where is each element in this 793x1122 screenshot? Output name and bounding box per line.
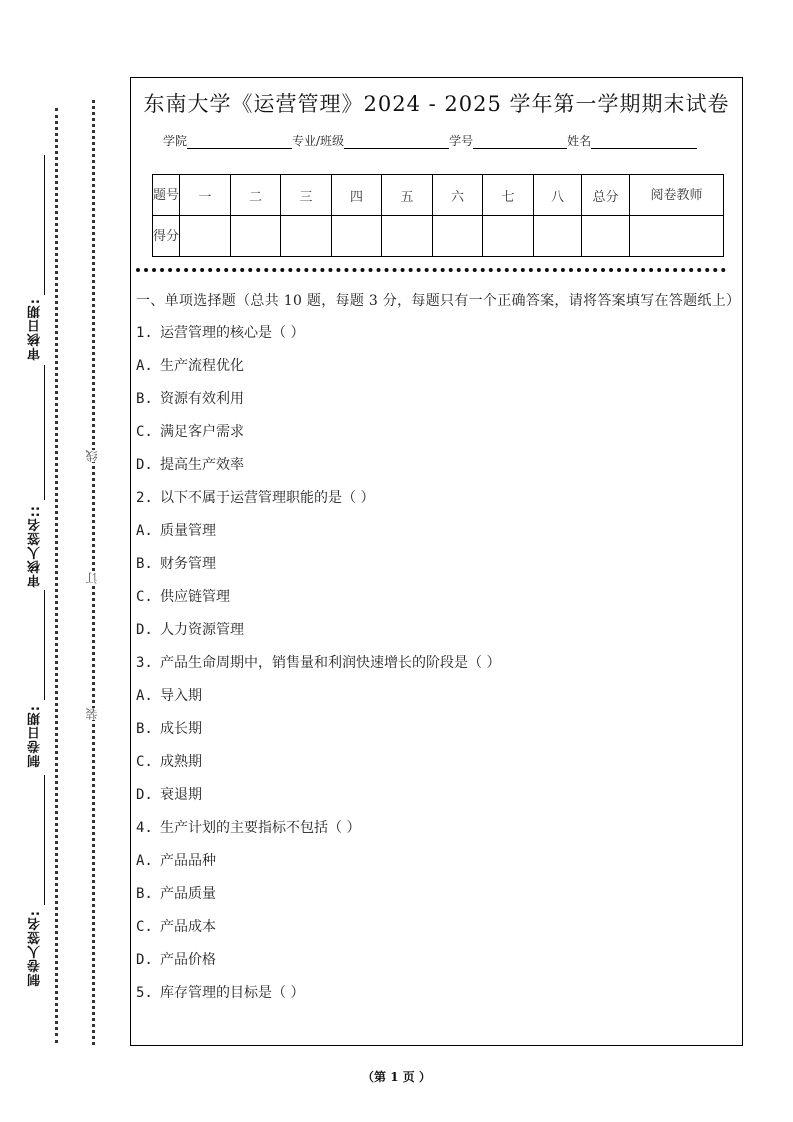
binding-mark-line: 线 [85,450,99,462]
column-header: 阅卷教师 [630,175,724,216]
student-id-label: 学号 [449,134,474,148]
option-key: D. [136,952,153,968]
option-key: A. [136,523,153,539]
college-label: 学院 [163,134,188,148]
score-cell[interactable] [534,216,582,257]
score-cell[interactable] [382,216,433,257]
section-heading: 一、单项选择题（总共 10 题，每题 3 分，每题只有一个正确答案，请将答案填写在答题纸上） [136,293,741,309]
major-class-label: 专业/班级 [292,134,345,148]
major-class-field[interactable] [344,134,449,149]
column-header: 七 [483,175,534,216]
question-stem [136,816,736,849]
option-text: 产品质量 [160,886,216,902]
question-number: 3. [136,655,153,671]
option-text: 资源有效利用 [160,391,244,407]
question-stem [136,486,736,519]
option [136,915,736,948]
name-label: 姓名 [567,134,592,148]
exam-content [136,290,741,1014]
score-cell[interactable] [332,216,382,257]
student-info-row [163,132,697,149]
question-number-header: 题号 [153,175,180,216]
question-text: 产品生命周期中，销售量和利润快速增长的阶段是（ ） [160,655,501,671]
option-text: 产品价格 [160,952,216,968]
option-text: 生产流程优化 [160,358,244,374]
column-header: 六 [433,175,483,216]
binding-dotted-line-outer [55,108,58,1043]
author-date-line [44,590,45,700]
page-number: （第 1 页 ） [362,1070,431,1084]
reviewer-signature-label: 审核人签名:: [28,505,43,588]
binding-margin [0,0,128,1122]
option-text: 导入期 [160,688,202,704]
option-text: 成长期 [160,721,202,737]
option [136,783,736,816]
score-row [153,216,724,257]
option-key: A. [136,688,153,704]
option [136,717,736,750]
option [136,849,736,882]
score-cell[interactable] [483,216,534,257]
score-cell[interactable] [281,216,332,257]
option [136,750,736,783]
question-number: 5. [136,985,153,1001]
column-header: 三 [281,175,332,216]
column-header: 四 [332,175,382,216]
exam-title: 东南大学《运营管理》2024 - 2025 学年第一学期期末试卷 [143,92,730,116]
option-key: A. [136,853,153,869]
question-number: 1. [136,325,153,341]
option [136,519,736,552]
column-header: 五 [382,175,433,216]
question-number-row [153,175,724,216]
option-key: B. [136,721,153,737]
option-key: C. [136,589,153,605]
student-id-field[interactable] [473,134,567,149]
binding-mark-staple: 订 [85,572,99,584]
question-text: 以下不属于运营管理职能的是（ ） [160,490,375,506]
score-cell[interactable] [630,216,724,257]
author-signature-line [44,775,45,905]
column-header: 总分 [582,175,630,216]
option-key: D. [136,457,153,473]
option-key: C. [136,754,153,770]
question-text: 运营管理的核心是（ ） [160,325,305,341]
option [136,387,736,420]
reviewer-date-line [44,155,45,295]
reviewer-signature-line [44,365,45,500]
option-text: 财务管理 [160,556,216,572]
option [136,453,736,486]
option [136,585,736,618]
college-field[interactable] [187,134,292,149]
binding-mark-bind: 装 [85,708,99,720]
option-text: 产品成本 [160,919,216,935]
question-text: 生产计划的主要指标不包括（ ） [160,820,361,836]
option [136,420,736,453]
option-key: D. [136,787,153,803]
exam-frame [130,77,743,1046]
option-text: 质量管理 [160,523,216,539]
author-date-label: 制卷日期: [28,705,43,768]
option-key: B. [136,391,153,407]
name-field[interactable] [591,134,697,149]
option-text: 满足客户需求 [160,424,244,440]
question-number: 4. [136,820,153,836]
score-cell[interactable] [433,216,483,257]
author-signature-label: 制卷人签名: [28,910,43,987]
option-key: A. [136,358,153,374]
question-stem [136,651,736,684]
option-key: C. [136,424,153,440]
option [136,552,736,585]
question-stem [136,321,736,354]
score-cell[interactable] [231,216,281,257]
option [136,618,736,651]
option [136,882,736,915]
option-text: 衰退期 [160,787,202,803]
option-key: B. [136,886,153,902]
option-key: D. [136,622,153,638]
question-stem [136,981,736,1014]
dotted-separator [136,268,726,272]
option-text: 成熟期 [160,754,202,770]
column-header: 二 [231,175,281,216]
option-text: 提高生产效率 [160,457,244,473]
option [136,354,736,387]
option-text: 产品品种 [160,853,216,869]
score-cell[interactable] [180,216,231,257]
question-number: 2. [136,490,153,506]
column-header: 一 [180,175,231,216]
option-text: 人力资源管理 [160,622,244,638]
column-header: 八 [534,175,582,216]
score-header: 得分 [153,216,180,257]
option [136,948,736,981]
question-text: 库存管理的目标是（ ） [160,985,305,1001]
score-cell[interactable] [582,216,630,257]
option-key: B. [136,556,153,572]
reviewer-date-label: 审核日期: [28,298,43,361]
option-text: 供应链管理 [160,589,230,605]
score-table [152,174,724,257]
option [136,684,736,717]
option-key: C. [136,919,153,935]
